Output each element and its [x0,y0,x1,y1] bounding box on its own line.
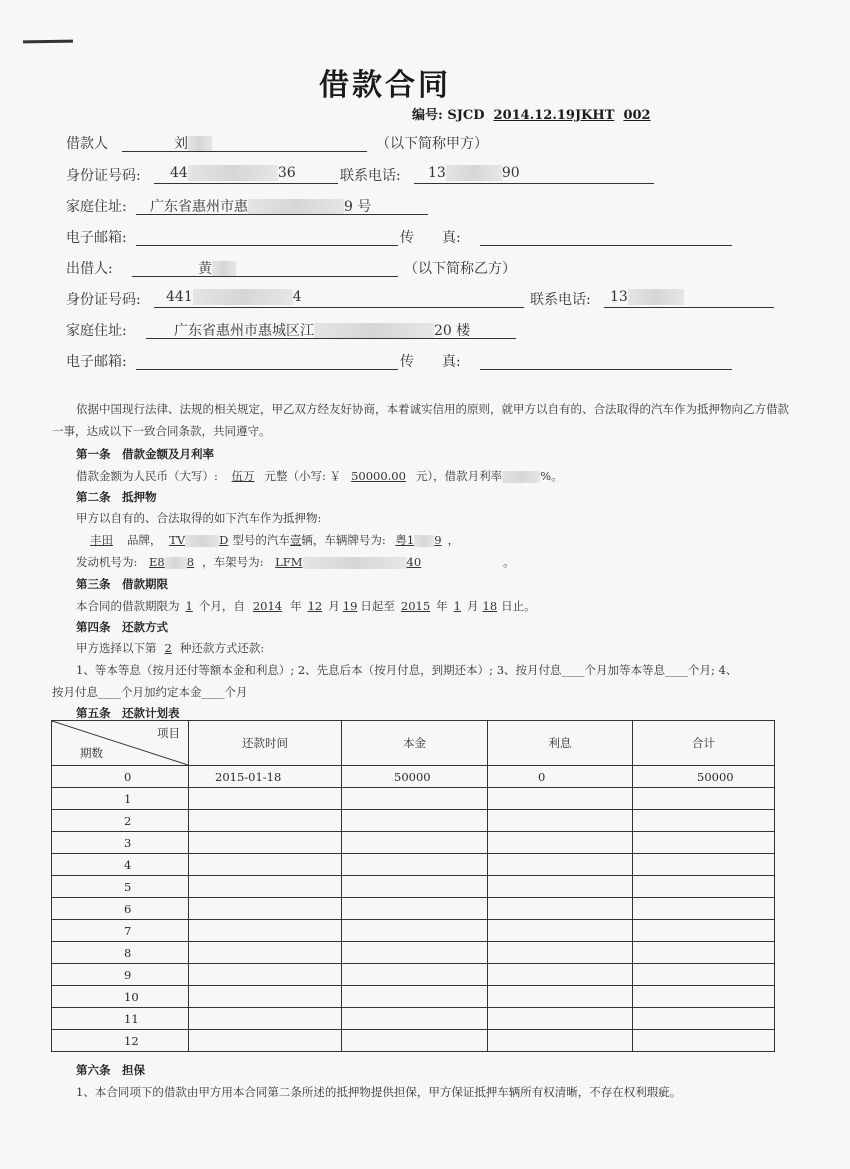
lender-id-label: 身份证号码: [66,292,141,308]
lender-fax-label: 传 真: [400,354,461,370]
redaction [165,557,187,569]
table-cell-interest [488,920,633,942]
table-cell-principal [342,1030,488,1052]
table-cell-period: 2 [52,810,189,832]
table-row [52,788,775,810]
redaction [188,136,212,152]
redaction [314,323,434,339]
table-header-cell: 本金 [342,721,488,766]
table-cell-principal [342,942,488,964]
table-cell-date [189,810,342,832]
amount-cn: 伍万 [231,469,255,483]
table-cell-principal [342,920,488,942]
start-year: 2014 [252,599,283,613]
repayment-table [51,720,775,1052]
table-cell-principal [342,854,488,876]
lender-email-field [136,351,398,370]
article-2-line1: 丰田 品牌， TV D 型号的汽车壹辆，车辆牌号为: 粤1 9 ， [76,532,459,548]
table-header-cell: 合计 [633,721,775,766]
table-cell-principal [342,986,488,1008]
borrower-address-label: 家庭住址: [66,199,127,215]
table-cell-total [633,854,775,876]
contract-number-prefix: 编号: SJCD [412,108,485,123]
lender-address-label: 家庭住址: [66,323,127,339]
table-row [52,1030,775,1052]
table-cell-period: 12 [52,1030,189,1052]
car-model: TV D [169,533,229,547]
start-month: 12 [307,599,323,613]
borrower-phone-label: 联系电话: [340,168,401,184]
article-2-intro: 甲方以自有的、合法取得的如下汽车作为抵押物: [76,511,322,525]
table-cell-principal: 50000 [342,766,488,788]
redaction [414,535,434,547]
table-cell-total [633,898,775,920]
corner-mark [23,40,73,44]
table-cell-interest [488,1030,633,1052]
table-cell-date [189,854,342,876]
table-cell-total [633,964,775,986]
article-6-line: 1、本合同项下的借款由甲方用本合同第二条所述的抵押物提供担保，甲方保证抵押车辆所有权清晰，不存在权利瑕疵。 [76,1085,682,1099]
table-cell-interest [488,1008,633,1030]
borrower-id-label: 身份证号码: [66,168,141,184]
borrower-label: 借款人 [66,136,108,152]
table-row [52,854,775,876]
lender-address-field: 广东省惠州市惠城区江 20 楼 [146,320,516,339]
table-cell-total [633,832,775,854]
table-cell-interest: 0 [488,766,633,788]
lender-phone-field: 13 [604,289,774,308]
table-cell-principal [342,1008,488,1030]
redaction [628,289,684,305]
borrower-fax-label: 传 真: [400,230,461,246]
table-cell-period: 3 [52,832,189,854]
lender-id-field: 441 4 [154,289,524,308]
table-cell-period: 6 [52,898,189,920]
repayment-choice: 2 [164,641,172,655]
table-cell-period: 4 [52,854,189,876]
article-1-title: 第一条 借款金额及月利率 [76,447,214,461]
article-3-title: 第三条 借款期限 [76,577,168,591]
table-cell-principal [342,876,488,898]
redaction [303,557,407,569]
borrower-note: （以下简称甲方） [376,136,488,152]
table-row [52,876,775,898]
amount-num: 50000.00 [351,469,406,483]
table-row [52,964,775,986]
loan-months: 1 [185,599,193,613]
intro-paragraph: 依据中国现行法律、法规的相关规定，甲乙双方经友好协商，本着诚实信用的原则，就甲方以自有的、合法取得的汽车作为抵押物向乙方借款一事，达成以下一致合同条款，共同遵守。 [52,402,789,438]
article-4-choice: 甲方选择以下第 2 种还款方式还款: [76,641,265,655]
table-cell-interest [488,854,633,876]
borrower-email-label: 电子邮箱: [66,230,127,246]
redaction [502,471,540,483]
table-cell-total [633,788,775,810]
table-cell-principal [342,964,488,986]
lender-name-field [132,258,398,277]
table-row [52,898,775,920]
redaction [212,261,236,277]
table-header-cell: 还款时间 [189,721,342,766]
table-cell-date [189,964,342,986]
contract-title: 借款合同 [319,68,451,103]
table-cell-date [189,832,342,854]
table-cell-interest [488,942,633,964]
table-cell-interest [488,964,633,986]
car-plate: 粤1 9 [395,533,442,547]
table-cell-interest [488,832,633,854]
end-month: 1 [453,599,461,613]
borrower-id-field: 44 36 [154,165,338,184]
table-cell-date [189,876,342,898]
table-cell-principal [342,788,488,810]
car-brand: 丰田 [90,533,113,547]
borrower-email-field [136,227,398,246]
redaction [193,289,293,305]
table-cell-interest [488,876,633,898]
table-cell-total [633,1030,775,1052]
table-cell-date [189,920,342,942]
table-cell-date [189,788,342,810]
table-header-cell: 利息 [488,721,633,766]
table-row [52,920,775,942]
table-cell-period: 9 [52,964,189,986]
borrower-name-field [122,133,367,152]
table-cell-interest [488,788,633,810]
table-cell-period: 10 [52,986,189,1008]
table-cell-period: 7 [52,920,189,942]
end-day: 18 [482,599,498,613]
table-cell-date [189,898,342,920]
article-4-options-2: 按月付息____个月加约定本金____个月 [52,685,248,699]
article-4-options-1: 1、等本等息（按月还付等额本金和利息）; 2、先息后本（按月付息，到期还本）; 3、按月付息____个月加等本等息____个月; 4、 [76,663,738,677]
table-cell-period: 1 [52,788,189,810]
contract-number-suffix: 002 [623,108,651,123]
end-year: 2015 [400,599,431,613]
table-corner-cell [52,721,189,766]
table-cell-period: 11 [52,1008,189,1030]
table-row [52,832,775,854]
table-row [52,810,775,832]
table-row [52,986,775,1008]
table-cell-principal [342,898,488,920]
borrower-fax-field [480,227,732,246]
table-cell-date [189,942,342,964]
engine-number: E8 8 [149,555,195,569]
car-count: 壹 [289,533,302,547]
table-row [52,942,775,964]
table-cell-date [189,986,342,1008]
table-cell-total: 50000 [633,766,775,788]
contract-number-value: 2014.12.19JKHT [493,108,615,123]
article-2-line2: 发动机号为: E8 8 ，车架号为: LFM 40 。 [76,555,515,569]
table-cell-date: 2015-01-18 [189,766,342,788]
redaction [248,199,344,215]
borrower-address-field: 广东省惠州市惠 9 号 [136,196,428,215]
table-cell-date [189,1008,342,1030]
article-3-line: 本合同的借款期限为 1 个月，自 2014 年 12 月 19 日起至 2015 年 1 月 18 日止。 [76,599,536,613]
redaction [185,535,219,547]
redaction [446,165,502,181]
lender-label: 出借人: [66,261,113,277]
table-cell-period: 0 [52,766,189,788]
table-cell-total [633,986,775,1008]
table-row [52,766,775,788]
col-period-label: 期数 [80,746,103,760]
col-item-label: 项目 [157,726,180,740]
article-1-line: 借款金额为人民币（大写）: 伍万 元整（小写: ￥ 50000.00 元），借款月利率 %。 [76,469,563,483]
article-6-title: 第六条 担保 [76,1063,145,1077]
frame-number: LFM 40 [275,555,422,569]
table-cell-total [633,1008,775,1030]
table-row [52,1008,775,1030]
table-cell-period: 8 [52,942,189,964]
table-cell-principal [342,810,488,832]
lender-note: （以下简称乙方） [404,261,516,277]
lender-phone-label: 联系电话: [530,292,591,308]
borrower-phone-field: 13 90 [414,165,654,184]
table-cell-total [633,920,775,942]
redaction [188,165,278,181]
lender-email-label: 电子邮箱: [66,354,127,370]
lender-name: 黄 [198,261,212,277]
article-2-title: 第二条 抵押物 [76,490,157,504]
borrower-name: 刘 [174,136,188,152]
table-cell-total [633,942,775,964]
contract-number [412,104,651,123]
lender-fax-field [480,351,732,370]
table-cell-interest [488,986,633,1008]
table-cell-total [633,876,775,898]
table-cell-interest [488,810,633,832]
table-cell-period: 5 [52,876,189,898]
start-day: 19 [342,599,358,613]
table-header-row [52,721,775,766]
table-cell-total [633,810,775,832]
table-cell-principal [342,832,488,854]
table-cell-interest [488,898,633,920]
article-5-title: 第五条 还款计划表 [76,706,180,720]
table-cell-date [189,1030,342,1052]
article-4-title: 第四条 还款方式 [76,620,168,634]
